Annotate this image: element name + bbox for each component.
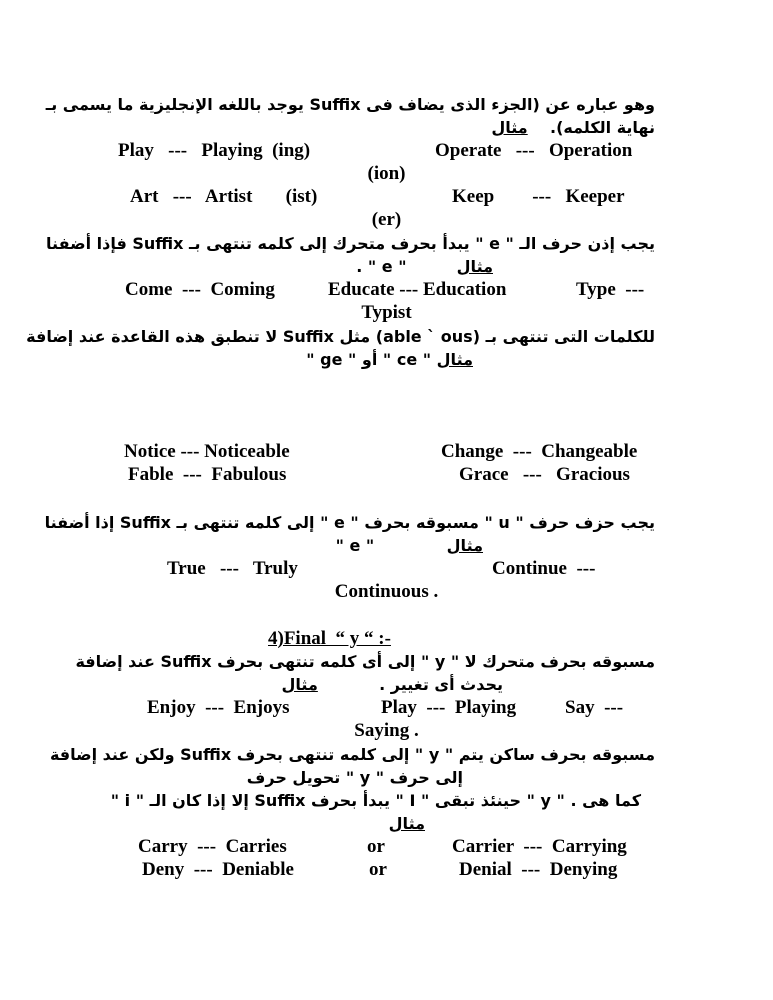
example-label: مثال (281, 675, 318, 694)
text: نهاية الكلمه). (549, 118, 655, 137)
example-suffix: (er) (371, 209, 402, 230)
text: إلى حرف " y " تحويل حرف (246, 768, 463, 787)
example-row (124, 441, 290, 463)
rule-drop-u (44, 512, 655, 534)
example-word: Typist (361, 302, 412, 323)
example-word: Continuous . (334, 581, 439, 602)
rule-final-y-exception (108, 790, 641, 812)
example-pair: Notice --- Noticeable (124, 441, 290, 462)
example-row (142, 859, 294, 881)
example-pair: True --- Truly (167, 558, 298, 579)
example-pair: Denial --- Denying (459, 859, 618, 880)
example-pair: Type --- (576, 279, 645, 300)
example-row (576, 279, 644, 301)
example-row (125, 279, 275, 301)
example-label: مثال (491, 118, 528, 137)
example-row (565, 697, 623, 719)
example-row (130, 186, 317, 208)
rule-suffix-definition (45, 94, 655, 116)
text: يحدث أى تغيير . (379, 675, 503, 694)
example-row (459, 859, 617, 881)
example-word: Saying . (354, 720, 419, 741)
example-connector: or (367, 836, 385, 857)
rule-drop-e (46, 233, 655, 255)
example-row (118, 140, 310, 162)
example-pair: Play --- Playing (ing) (118, 140, 311, 161)
example-label: مثال (456, 257, 493, 276)
example-pair: Carrier --- Carrying (452, 836, 627, 857)
example-row (369, 859, 387, 881)
example-row (452, 186, 625, 208)
text: يجب إذن حرف الـ " e " يبدأ بحرف متحرك إلى كلمه تنتهى بـ Suffix فإذا أضفنا (46, 234, 655, 253)
example-label: مثال (436, 350, 473, 369)
example-wrap (0, 720, 773, 742)
text: " e " (335, 536, 375, 555)
text: " ce " أو " ge " (306, 350, 432, 369)
example-pair: Operate --- Operation (435, 140, 633, 161)
rule-suffix-definition-cont (108, 117, 655, 139)
example-pair: Enjoy --- Enjoys (147, 697, 290, 718)
example-pair: Fable --- Fabulous (128, 464, 287, 485)
example-pair: Continue --- (492, 558, 596, 579)
rule-drop-u-cont (108, 535, 483, 557)
text: كما هى . " y " حينئذ تبقى " I " يبدأ بحرف Suffix إلا إذا كان الـ " i " (110, 791, 641, 810)
rule-ce-ge-cont (108, 349, 473, 371)
example-pair: Keep --- Keeper (452, 186, 625, 207)
rule-ce-ge (26, 326, 655, 348)
example-wrap (0, 302, 773, 324)
example-pair: Grace --- Gracious (459, 464, 630, 485)
example-pair: Change --- Changeable (441, 441, 638, 462)
example-row (138, 836, 287, 858)
text: للكلمات التى تنتهى بـ (able ` ous) مثل Suffix لا تنطبق هذه القاعدة عند إضافة (26, 327, 655, 346)
example-row (381, 697, 516, 719)
example-label: مثال (388, 814, 425, 833)
example-row (128, 464, 286, 486)
example-pair: Say --- (565, 697, 624, 718)
example-pair: Deny --- Deniable (142, 859, 294, 880)
example-wrap (0, 581, 773, 603)
example-label: مثال (446, 536, 483, 555)
example-row (147, 697, 290, 719)
example-row (367, 836, 385, 858)
example-suffix: (ion) (367, 163, 406, 184)
example-pair: Play --- Playing (381, 697, 517, 718)
rule-final-y-vowel (75, 651, 655, 673)
example-wrap (0, 209, 773, 231)
example-wrap (0, 163, 773, 185)
example-row (328, 279, 506, 301)
example-pair: Educate --- Education (328, 279, 507, 300)
example-pair: Come --- Coming (125, 279, 275, 300)
example-connector: or (369, 859, 387, 880)
rule-final-y-example-label (108, 813, 425, 835)
text: مسبوقه بحرف ساكن يتم " y " إلى كلمه تنتهى بحرف Suffix ولكن عند إضافة (49, 745, 655, 764)
example-row (441, 441, 637, 463)
rule-final-y-consonant (49, 744, 655, 766)
rule-final-y-consonant-cont (108, 767, 463, 789)
rule-final-y-vowel-cont (108, 674, 503, 696)
example-row (492, 558, 595, 580)
rule-drop-e-cont (108, 256, 493, 278)
example-row (435, 140, 632, 162)
example-row (167, 558, 298, 580)
example-pair: Art --- Artist (ist) (130, 186, 318, 207)
example-row (459, 464, 630, 486)
example-row (452, 836, 627, 858)
text: يجب حزف حرف " u " مسبوقه بحرف " e " إلى كلمه تنتهى بـ Suffix إذا أضفنا (44, 513, 655, 532)
heading-text: 4)Final “ y “ :- (268, 628, 391, 649)
text: " e " . (356, 257, 407, 276)
text: وهو عباره عن (الجزء الذى يضاف فى Suffix يوجد باللغه الإنجليزية ما يسمى بـ (45, 95, 655, 114)
text: مسبوقه بحرف متحرك لا " y " إلى أى كلمه تنتهى بحرف Suffix عند إضافة (75, 652, 655, 671)
example-pair: Carry --- Carries (138, 836, 287, 857)
section-heading-final-y (268, 628, 391, 650)
